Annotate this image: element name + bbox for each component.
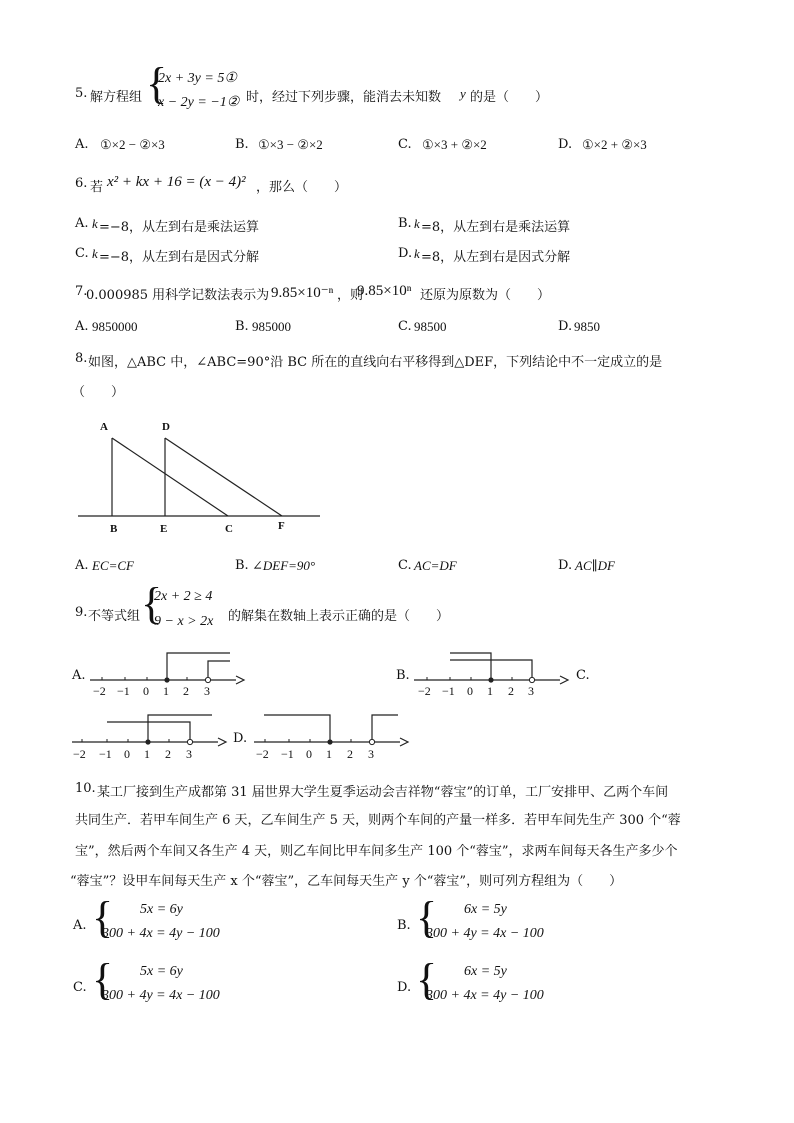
q5-option-d-label: D.	[558, 137, 573, 152]
q9-numberline-d	[252, 710, 412, 762]
tick-3: 3	[204, 684, 210, 698]
q10-option-d-eq1: 6x = 5y	[464, 964, 507, 979]
q5-tail2: 的是（ ）	[470, 90, 549, 105]
q5-var: y	[460, 86, 466, 101]
q9-lead: 不等式组	[88, 609, 141, 624]
q5-option-a-label: A.	[75, 137, 89, 152]
tick-2: 2	[165, 747, 171, 761]
q6-option-c-text: =−8，从左到右是因式分解	[99, 250, 260, 265]
q9-tail: 的解集在数轴上表示正确的是（ ）	[228, 609, 450, 624]
q8-label-e: E	[160, 523, 168, 535]
q5-tail: 时，经过下列步骤，能消去未知数	[246, 90, 442, 105]
tick-neg1: −1	[117, 684, 130, 698]
q7-option-b-label: B.	[235, 319, 249, 334]
q8-option-b-label: B.	[235, 558, 249, 573]
q7-sci2: 9.85×10ⁿ	[357, 283, 412, 299]
q9-option-a-label: A.	[72, 668, 86, 683]
q10-option-b-eq2: 300 + 4y = 4x − 100	[426, 926, 544, 941]
q8-label-f: F	[278, 520, 285, 532]
q9-numberline-c	[70, 710, 230, 762]
q8-paren: （ ）	[72, 385, 125, 400]
q10-option-c-brace: {	[92, 955, 114, 1004]
tick-2: 2	[508, 684, 514, 698]
q5-option-d-text: ①×2 + ②×3	[582, 137, 647, 152]
q7-option-d-label: D.	[558, 319, 573, 334]
q9-ineq1: 2x + 2 ≥ 4	[154, 589, 213, 604]
tick-2: 2	[347, 747, 353, 761]
q10-option-b-label: B.	[397, 918, 411, 933]
q6-option-a-label: A.	[75, 216, 89, 231]
q5-option-c-label: C.	[398, 137, 412, 152]
q5-lead: 解方程组	[90, 90, 143, 105]
tick-neg2: −2	[418, 684, 431, 698]
q6-number: 6.	[75, 176, 88, 191]
q9-numberline-b	[412, 648, 572, 698]
tick-0: 0	[124, 747, 130, 761]
q9-ineq2: 9 − x > 2x	[154, 614, 214, 629]
tick-neg1: −1	[442, 684, 455, 698]
q10-line1: 某工厂接到生产成都第 31 届世界大学生夏季运动会吉祥物“蓉宝”的订单，工厂安排甲、乙两个车间	[97, 785, 669, 800]
q9-number: 9.	[75, 605, 88, 620]
q10-option-a-eq2: 300 + 4x = 4y − 100	[102, 926, 220, 941]
q6-option-b-text: =8，从左到右是乘法运算	[421, 220, 571, 235]
q5-eq1: 2x + 3y = 5①	[158, 71, 237, 86]
q6-expr: x² + kx + 16 = (x − 4)²	[107, 174, 246, 190]
q10-option-c-eq1: 5x = 6y	[140, 964, 183, 979]
q5-option-b-label: B.	[235, 137, 249, 152]
q10-option-c-eq2: 300 + 4y = 4x − 100	[102, 988, 220, 1003]
tick-neg2: −2	[73, 747, 86, 761]
q8-option-c-label: C.	[398, 558, 412, 573]
q7-option-c-label: C.	[398, 319, 412, 334]
q8-segment-df	[165, 438, 282, 516]
tick-0: 0	[467, 684, 473, 698]
tick-1: 1	[326, 747, 332, 761]
q8-option-a-label: A.	[75, 558, 89, 573]
q5-option-b-text: ①×3 − ②×2	[258, 137, 323, 152]
q7-text1: 0.000985 用科学记数法表示为	[86, 288, 270, 303]
q9-option-b-label: B.	[396, 668, 410, 683]
q10-option-a-eq1: 5x = 6y	[140, 902, 183, 917]
tick-1: 1	[144, 747, 150, 761]
q8-option-d-text: AC∥DF	[575, 558, 615, 573]
q10-option-d-eq2: 300 + 4x = 4y − 100	[426, 988, 544, 1003]
q6-option-b-label: B.	[398, 216, 412, 231]
q7-option-a-text: 9850000	[92, 319, 138, 334]
q7-option-c-text: 98500	[414, 319, 447, 334]
q7-option-d-text: 9850	[574, 319, 600, 334]
q8-option-b-text: ∠DEF=90°	[252, 558, 316, 573]
q10-line4: “蓉宝”？设甲车间每天生产 x 个“蓉宝”，乙车间每天生产 y 个“蓉宝”，则可列方程组为（ ）	[70, 874, 623, 889]
q7-number: 7.	[75, 284, 88, 299]
q10-line2: 共同生产．若甲车间生产 6 天，乙车间生产 5 天，则两个车间的产量一样多．若甲车间先生产 300 个“蓉	[75, 813, 681, 828]
q8-label-b: B	[110, 523, 118, 535]
q10-option-a-label: A.	[73, 918, 87, 933]
q7-text2: ，则	[337, 288, 364, 303]
q5-number: 5.	[75, 86, 88, 101]
tick-neg2: −2	[256, 747, 269, 761]
q6-lead: 若	[90, 180, 104, 195]
q6-option-d-k: k	[414, 246, 420, 261]
q6-option-c-label: C.	[75, 246, 89, 261]
q10-option-b-eq1: 6x = 5y	[464, 902, 507, 917]
q6-tail: ，那么（ ）	[256, 180, 348, 195]
q8-label-c: C	[225, 523, 233, 535]
tick-1: 1	[163, 684, 169, 698]
q8-option-d-label: D.	[558, 558, 573, 573]
q10-option-c-label: C.	[73, 980, 87, 995]
q10-option-b-brace: {	[416, 893, 438, 942]
q6-option-c-k: k	[92, 246, 98, 261]
tick-neg2: −2	[93, 684, 106, 698]
q5-option-c-text: ①×3 + ②×2	[422, 137, 487, 152]
tick-2: 2	[183, 684, 189, 698]
q9-numberline-a	[88, 648, 248, 698]
q8-number: 8.	[75, 351, 88, 366]
q5-option-a-text: ①×2 − ②×3	[100, 137, 165, 152]
q5-brace: {	[146, 59, 168, 108]
q5-eq2: x − 2y = −1②	[158, 95, 240, 110]
q7-option-b-text: 985000	[252, 319, 291, 334]
q6-option-d-label: D.	[398, 246, 413, 261]
q10-option-d-brace: {	[416, 955, 438, 1004]
q8-text: 如图，△ABC 中，∠ABC=90°沿 BC 所在的直线向右平移得到△DEF，下列结论中不一定成立的是	[88, 355, 663, 370]
tick-3: 3	[186, 747, 192, 761]
q9-brace: {	[141, 579, 163, 628]
q6-option-a-text: =−8，从左到右是乘法运算	[99, 220, 260, 235]
tick-neg1: −1	[281, 747, 294, 761]
q8-segment-ac	[112, 438, 228, 516]
q8-label-d: D	[162, 421, 170, 433]
tick-0: 0	[306, 747, 312, 761]
q8-label-a: A	[100, 421, 108, 433]
q7-option-a-label: A.	[75, 319, 89, 334]
q7-text3: 还原为原数为（ ）	[420, 288, 551, 303]
tick-1: 1	[487, 684, 493, 698]
q9-option-c-label: C.	[576, 668, 590, 683]
q6-option-b-k: k	[414, 216, 420, 231]
q6-option-a-k: k	[92, 216, 98, 231]
tick-3: 3	[368, 747, 374, 761]
q6-option-d-text: =8，从左到右是因式分解	[421, 250, 571, 265]
q8-figure	[70, 410, 330, 540]
q10-option-d-label: D.	[397, 980, 412, 995]
tick-0: 0	[143, 684, 149, 698]
tick-3: 3	[528, 684, 534, 698]
q10-number: 10.	[75, 781, 96, 796]
q10-line3: 宝”，然后两个车间又各生产 4 天，则乙车间比甲车间多生产 100 个“蓉宝”，求两车间每天各生产多少个	[75, 844, 678, 859]
q9-option-d-label: D.	[233, 731, 248, 746]
q8-option-c-text: AC=DF	[414, 558, 457, 573]
tick-neg1: −1	[99, 747, 112, 761]
q8-option-a-text: EC=CF	[92, 558, 134, 573]
q10-option-a-brace: {	[92, 893, 114, 942]
q7-sci1: 9.85×10⁻ⁿ	[271, 285, 334, 301]
